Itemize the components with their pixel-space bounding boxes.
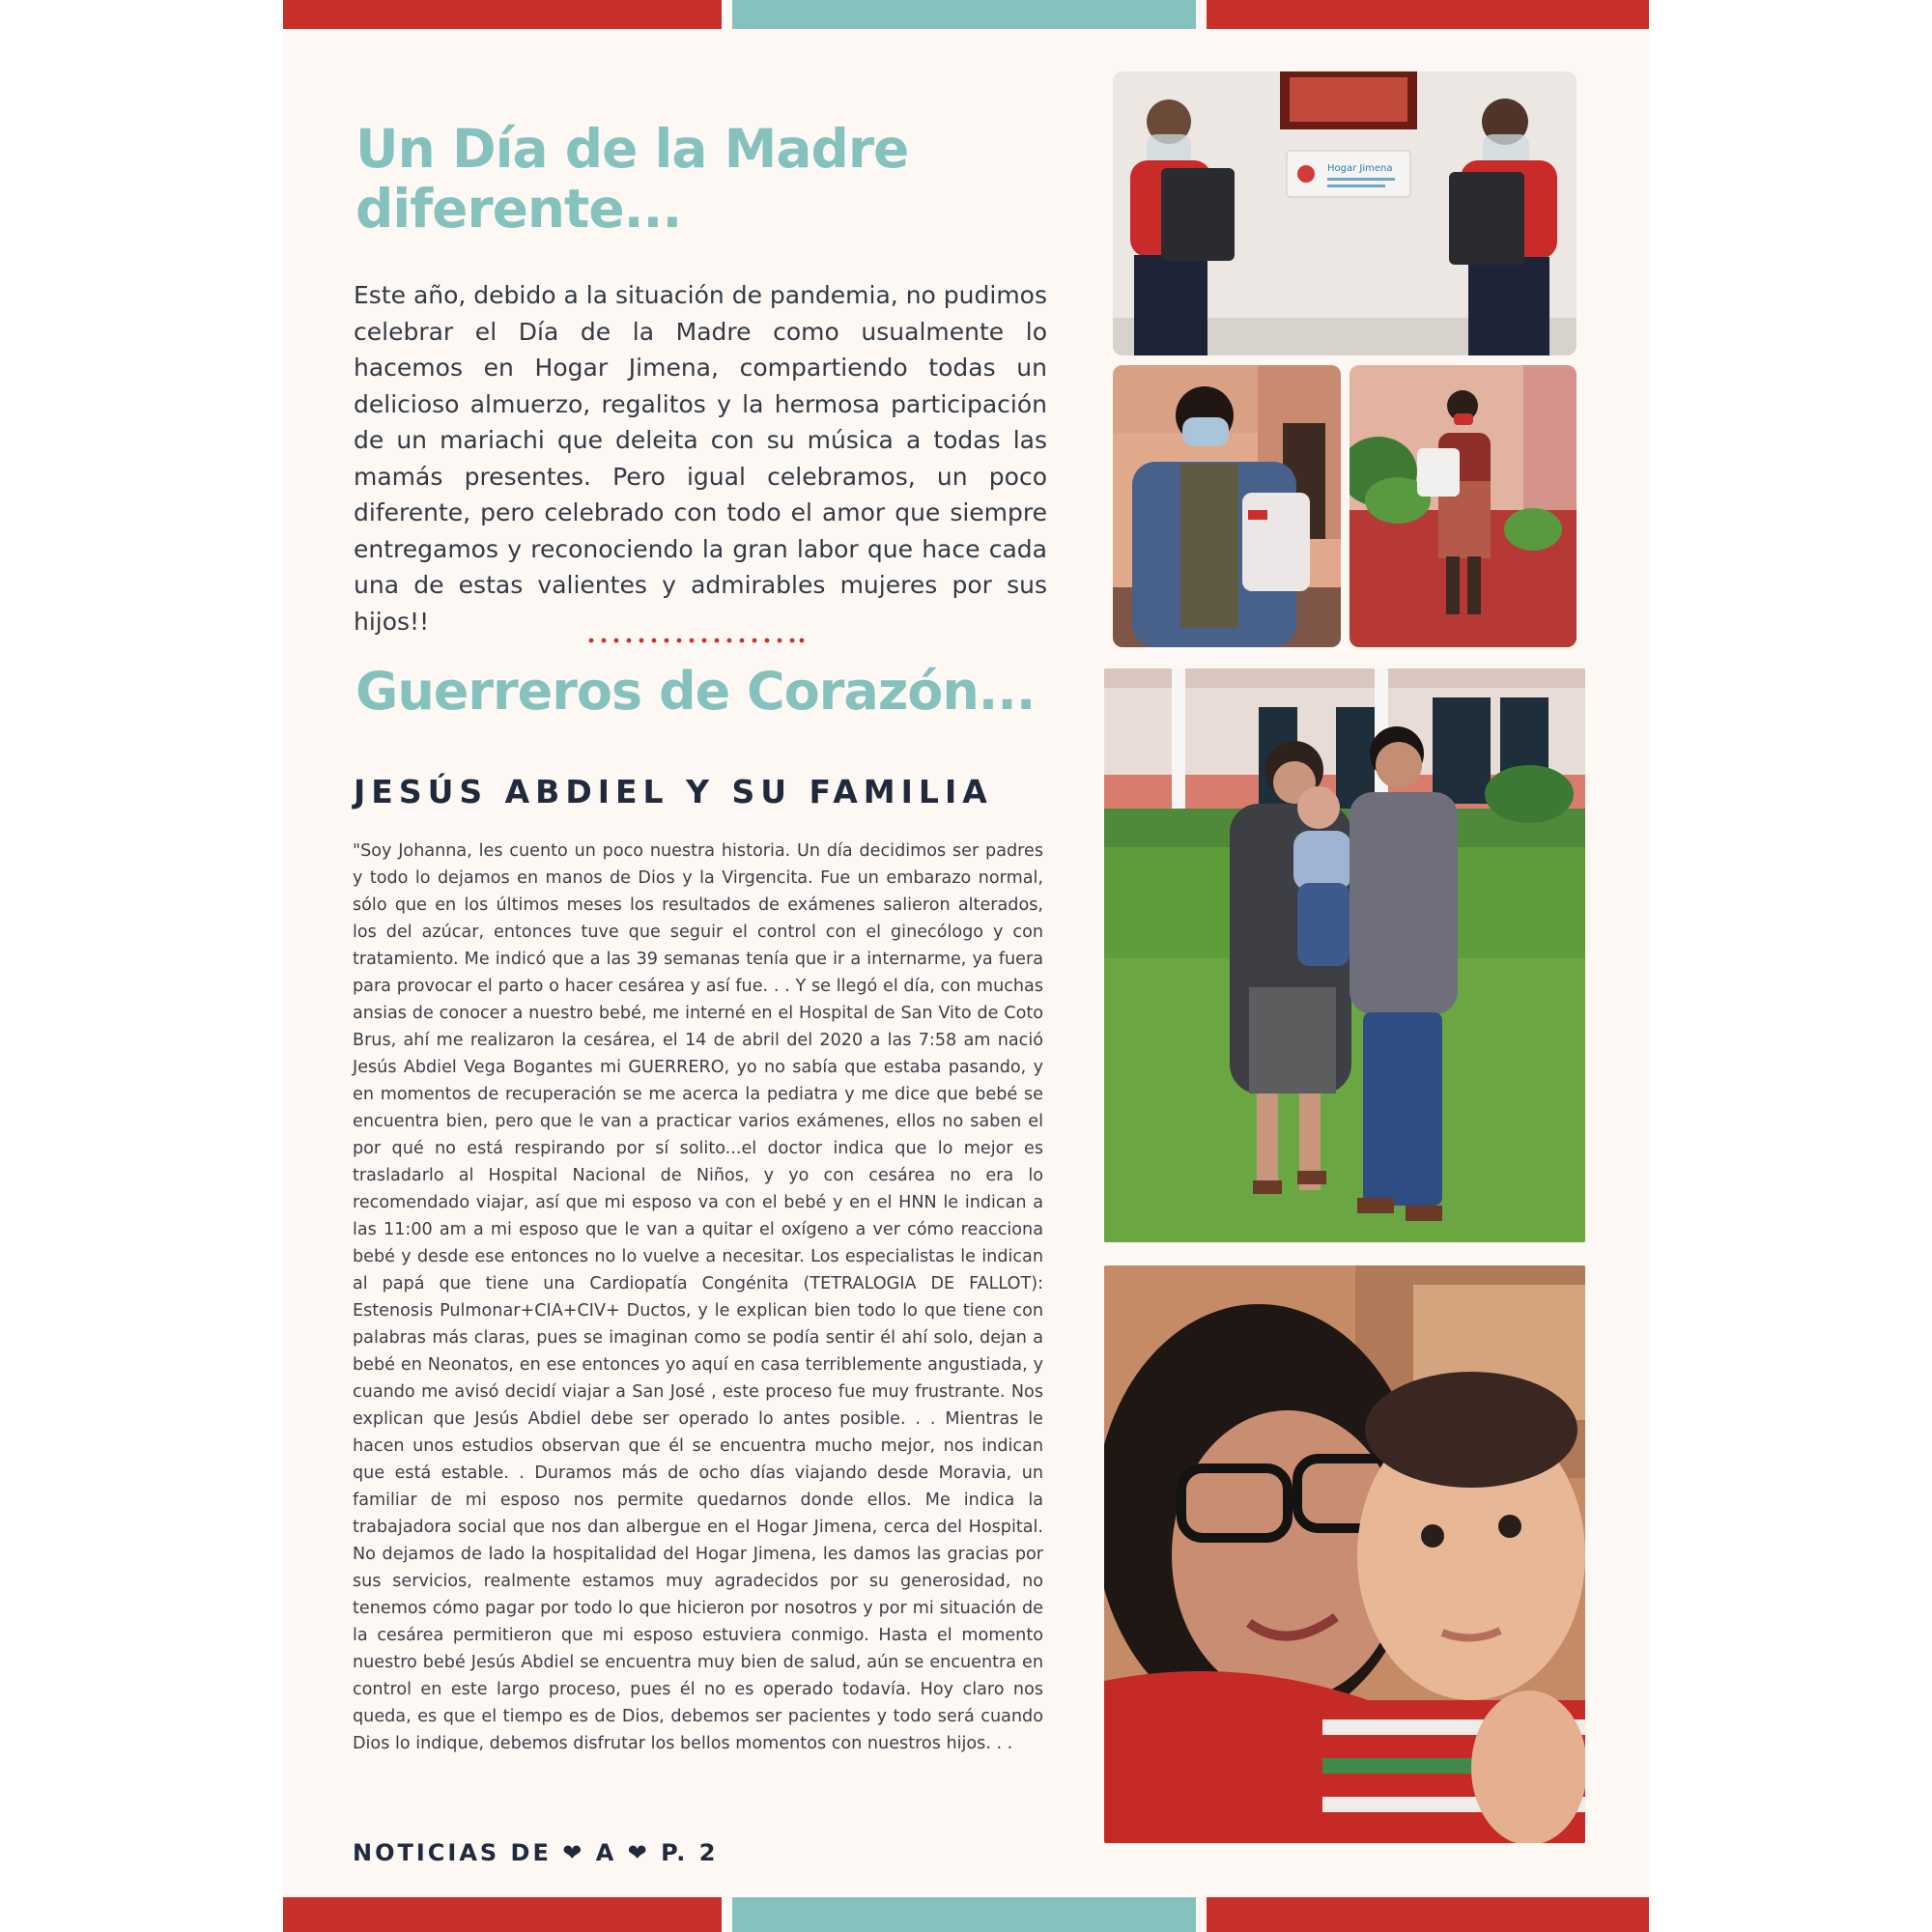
top-bar-middle — [732, 0, 1196, 29]
article1-body: Este año, debido a la situación de pandemia, no pudimos celebrar el Día de la Madre como usualmente lo hacemos en Hogar Jimena, compartiendo todas un delicioso almuerzo, regalitos y la hermosa participación de un mariachi que deleita con su música a todas las mamás presentes. Pero igual celebramos, un poco diferente, pero celebrado con todo el amor que siempre entregamos y reconociendo la gran labor que hace cada una de estas valientes y admirables mujeres por sus hijos!! — [354, 281, 1047, 636]
article1-title — [355, 120, 908, 239]
page-footer — [353, 1839, 718, 1866]
sign-text: Hogar Jimena — [1327, 163, 1393, 174]
article1-title-line1: Un Día de la Madre — [355, 118, 909, 180]
photo-mother-garden — [1350, 365, 1577, 647]
footer-text-1: NOTICIAS DE — [353, 1839, 552, 1866]
photo-mother-with-gift — [1113, 365, 1341, 647]
footer-page-number: P. 2 — [661, 1839, 719, 1866]
bottom-bar-left — [283, 1897, 722, 1932]
photo-mother-baby-selfie — [1104, 1265, 1585, 1843]
article2-subtitle: JESÚS ABDIEL Y SU FAMILIA — [354, 773, 993, 810]
bottom-bar-right — [1207, 1897, 1649, 1932]
heart-icon: ❤ — [627, 1839, 650, 1866]
heart-icon: ❤ — [562, 1839, 585, 1866]
article1-title-line2: diferente... — [355, 177, 682, 240]
top-bar-right — [1207, 0, 1649, 29]
photo-family-outdoors — [1104, 668, 1585, 1242]
article2-title: Guerreros de Corazón... — [355, 661, 1036, 722]
footer-text-2: A — [595, 1839, 617, 1866]
bottom-bar-middle — [732, 1897, 1196, 1932]
photo-volunteers-gift-bags — [1113, 71, 1577, 355]
dotted-divider — [587, 634, 806, 647]
article2-body: "Soy Johanna, les cuento un poco nuestra historia. Un día decidimos ser padres y todo lo dejamos en manos de Dios y la Virgencita. Fue un embarazo normal, sólo que en los últimos meses los resultados de exámenes salieron alterados, los del azúcar, entonces tuve que seguir el control con el ginecólogo y con tratamiento. Me indicó que a las 39 semanas tenía que ir a internarme, ya fuera para provocar el parto o hacer cesárea y así fue. . . Y se llegó el día, con muchas ansias de conocer a nuestro bebé, me interné en el Hospital de San Vito de Coto Brus, ahí me realizaron la cesárea, el 14 de abril del 2020 a las 7:58 am nació Jesús Abdiel Vega Bogantes mi GUERRERO, yo no sabía que estaba pasando, y en momentos de recuperación se me acerca la pediatra y me dice que bebé se encuentra bien, pero que le van a practicar varios exámenes, ellos no saben el por qué no está respirando por sí solito...el doctor indica que lo mejor es trasladarlo al Hospital Nacional de Niños, y yo con cesárea no era lo recomendado viajar, así que mi esposo va con el bebé y en el HNN le indican a las 11:00 am a mi esposo que le van a quitar el oxígeno a ver cómo reacciona bebé y desde ese entonces no lo vuelve a necesitar. Los especialistas le indican al papá que tiene una Cardiopatía Congénita (TETRALOGIA DE FALLOT): Estenosis Pulmonar+CIA+CIV+ Ductos, y le explican bien todo lo que tiene con palabras más claras, pues se imaginan como se podía sentir él ahí solo, dejan a bebé en Neonatos, en ese entonces yo aquí en casa terriblemente angustiada, y cuando me avisó decidí viajar a San José , este proceso fue muy frustrante. Nos explican que Jesús Abdiel debe ser operado lo antes posible. . . Mientras le hacen unos estudios observan que él se encuentra mucho mejor, nos indican que está estable. . Duramos más de ocho días viajando desde Moravia, un familiar de mi esposo nos permite quedarnos donde ellos. Me indica la trabajadora social que nos dan albergue en el Hogar Jimena, cerca del Hospital. No dejamos de lado la hospitalidad del Hogar Jimena, les damos las gracias por sus servicios, realmente estamos muy agradecidos por su generosidad, no tenemos cómo pagar por todo lo que hicieron por nosotros y por mi situación de la cesárea permitieron que mi esposo estuviera conmigo. Hasta el momento nuestro bebé Jesús Abdiel se encuentra muy bien de salud, aún se encuentra en control en este largo proceso, pues él no es operado todavía. Hoy claro nos queda, es que el tiempo es de Dios, debemos ser pacientes y todo será cuando Dios lo indique, debemos disfrutar los bellos momentos con nuestros hijos. . . — [353, 841, 1043, 1753]
top-bar-left — [283, 0, 722, 29]
